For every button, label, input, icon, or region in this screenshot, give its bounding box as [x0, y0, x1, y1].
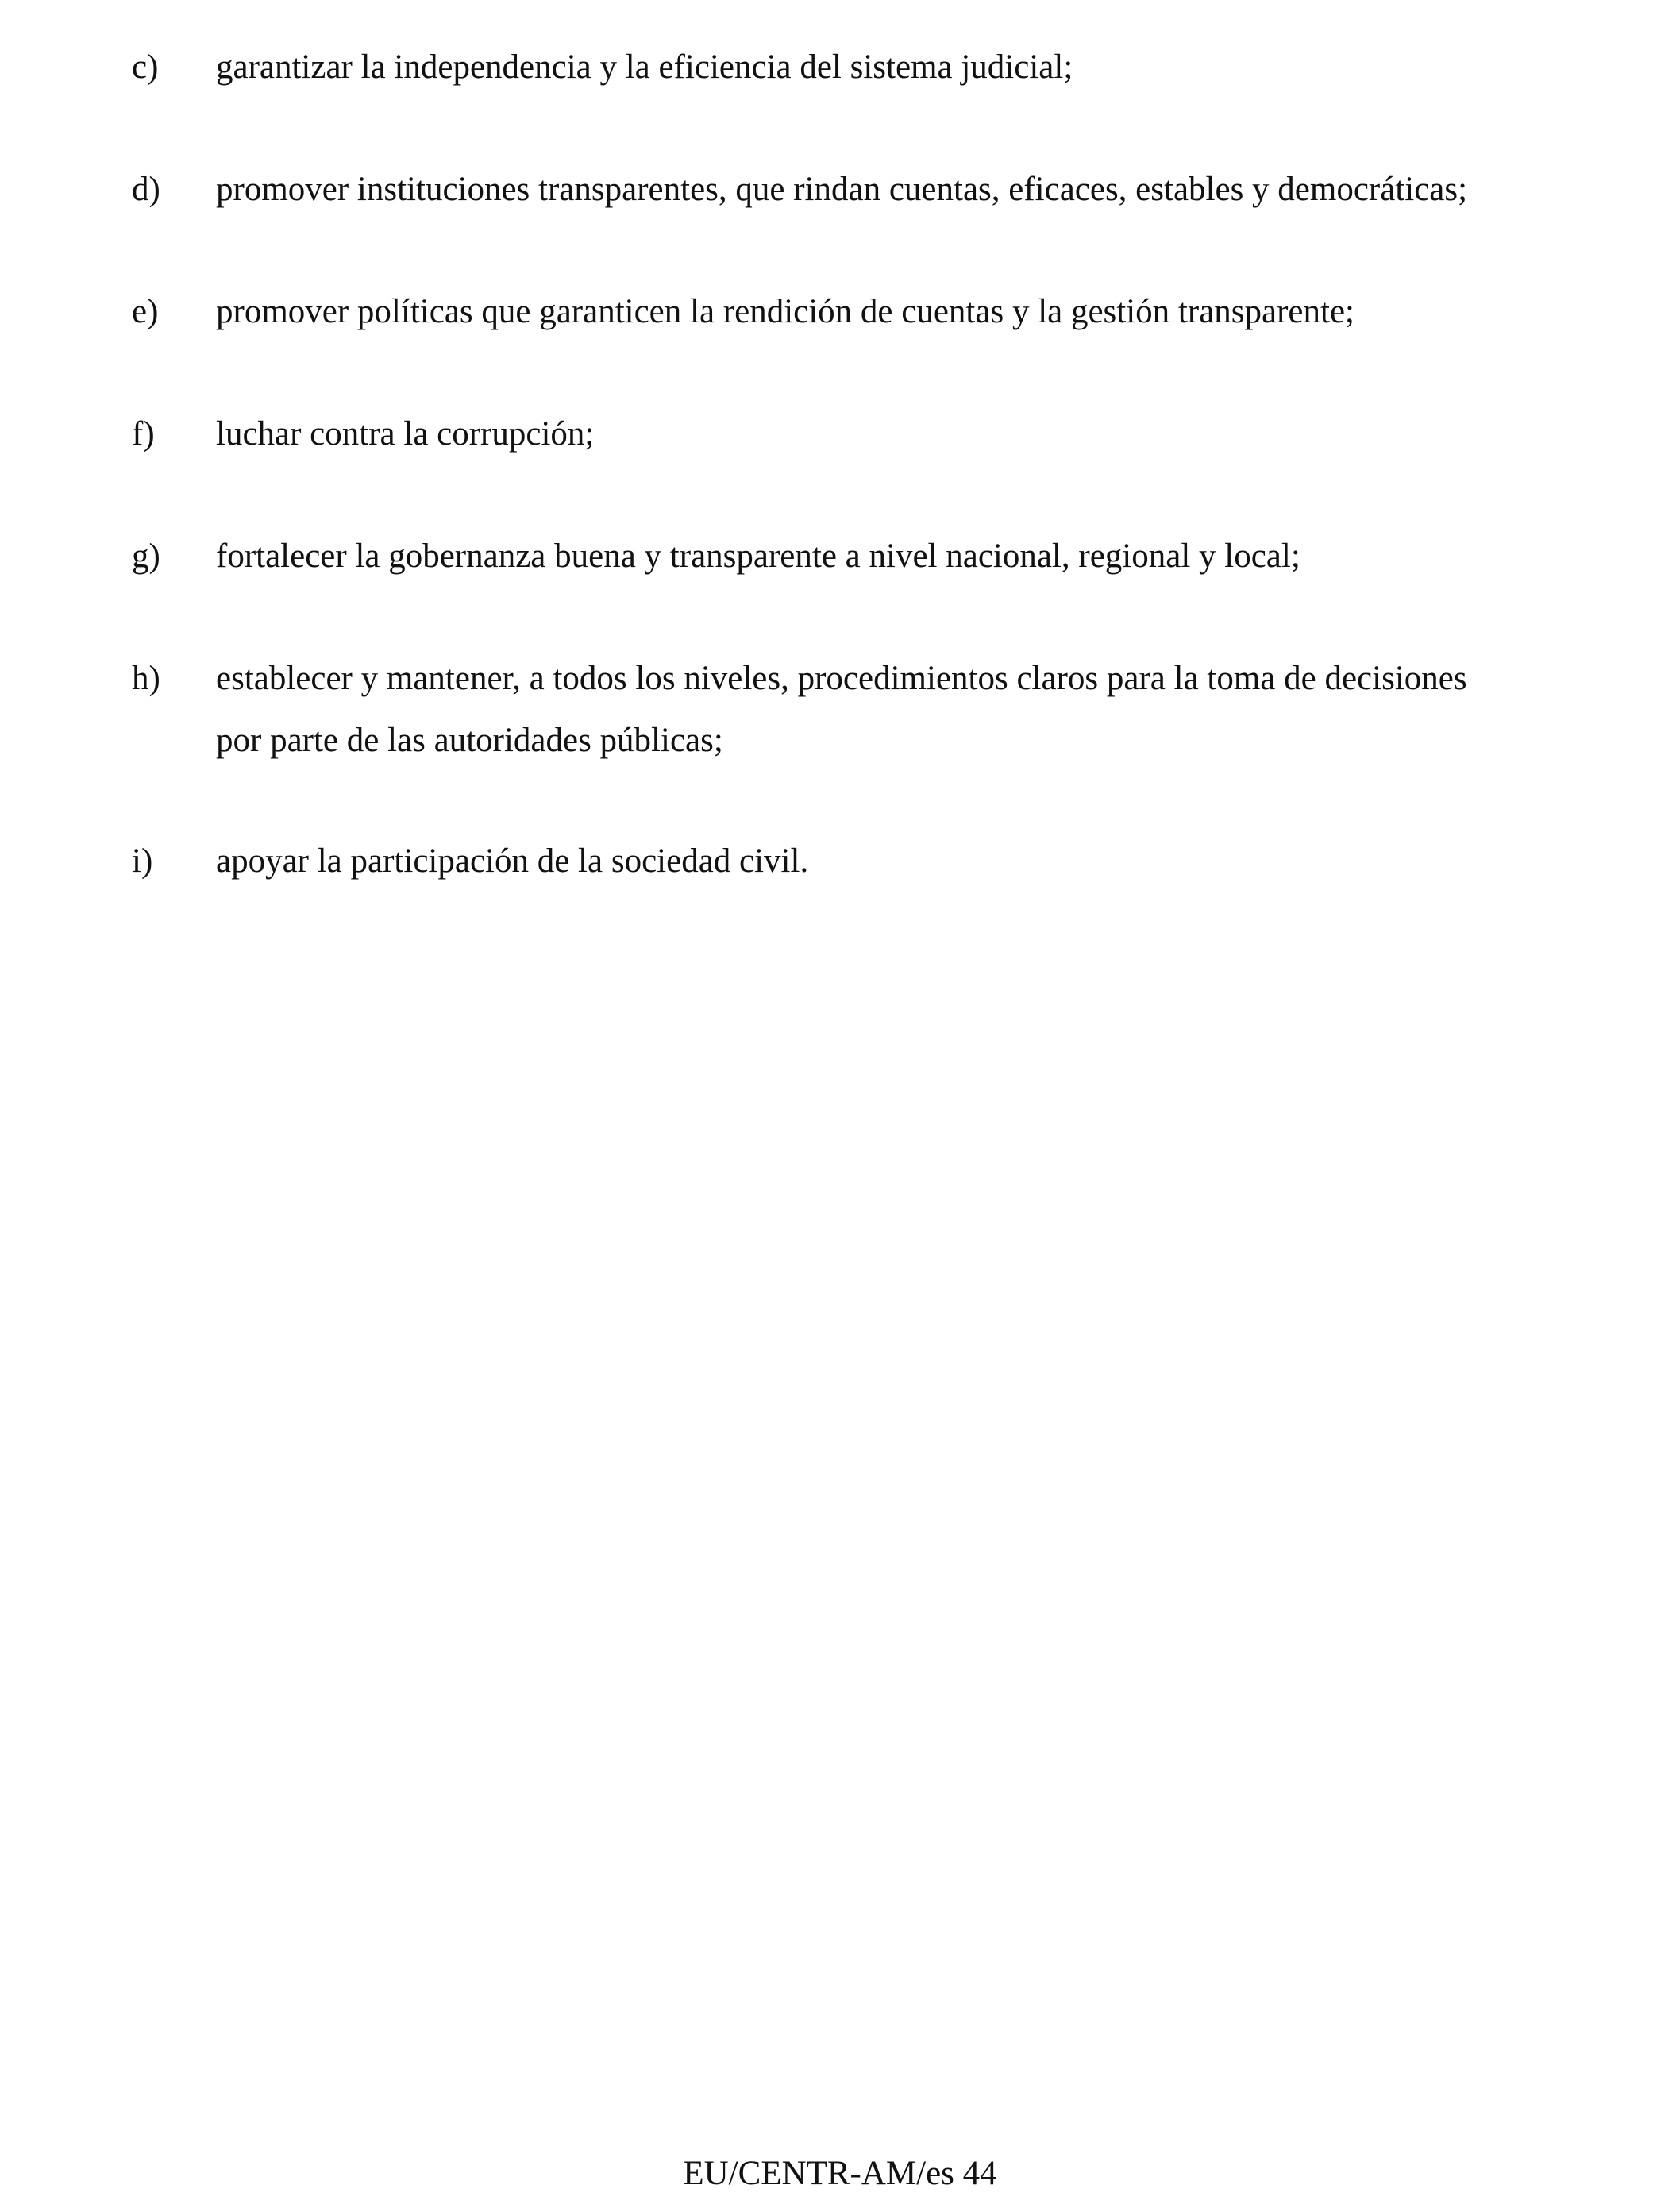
list-item-line: fortalecer la gobernanza buena y transparente a nivel nacional, regional y local; [216, 538, 1300, 575]
list-marker: g) [132, 538, 160, 575]
list-marker: h) [132, 660, 160, 697]
page-footer-reference: EU/CENTR-AM/es 44 [683, 2155, 997, 2192]
list-marker: c) [132, 48, 159, 86]
list-marker: d) [132, 171, 160, 208]
list-item-line: establecer y mantener, a todos los niveles, procedimientos claros para la toma de decisiones [216, 660, 1467, 697]
list-item-text [216, 648, 1582, 772]
list-item-text [216, 403, 1582, 465]
list-item-line: por parte de las autoridades públicas; [216, 722, 723, 759]
list-marker: i) [132, 842, 153, 880]
list-item-text [216, 526, 1582, 588]
list-item-line: luchar contra la corrupción; [216, 415, 595, 453]
list-marker: e) [132, 293, 159, 330]
list-item-text [216, 830, 1582, 892]
list-item-line: promover instituciones transparentes, que rindan cuentas, eficaces, estables y democráticas; [216, 171, 1468, 208]
list-marker: f) [132, 415, 155, 453]
list-item-text [216, 37, 1582, 98]
list-item-text [216, 159, 1582, 221]
list-item-line: promover políticas que garanticen la rendición de cuentas y la gestión transparente; [216, 293, 1354, 330]
list-item-line: apoyar la participación de la sociedad civil. [216, 842, 809, 880]
list-item-text [216, 281, 1582, 343]
list-item-line: garantizar la independencia y la eficiencia del sistema judicial; [216, 48, 1073, 86]
